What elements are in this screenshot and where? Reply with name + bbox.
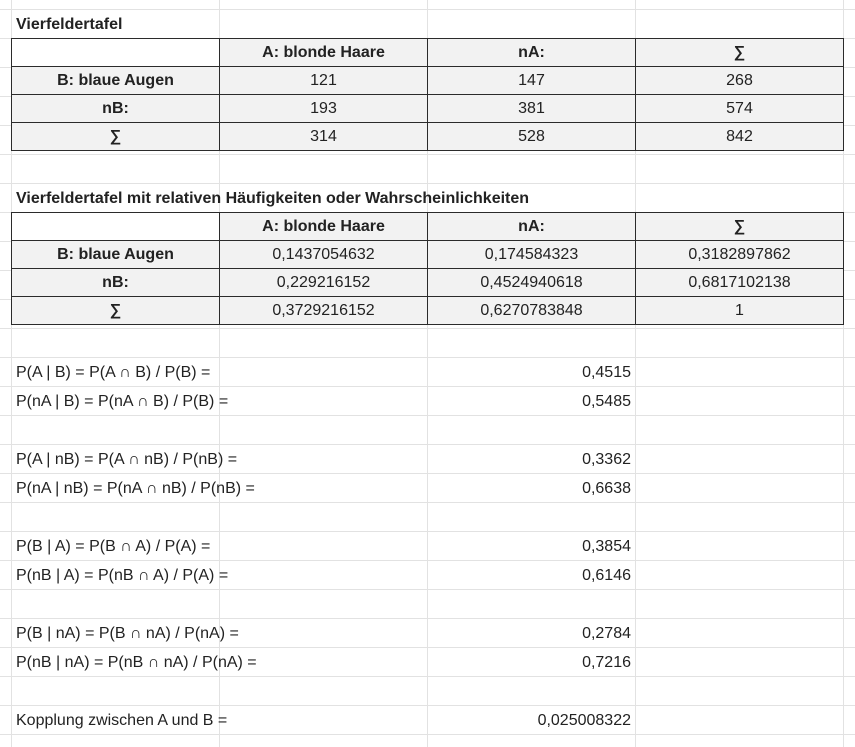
table-cell[interactable]: 0,4524940618 — [428, 269, 636, 297]
table-row — [12, 39, 844, 67]
formula-label[interactable]: P(nB | A) = P(nB ∩ A) / P(A) = — [16, 567, 229, 584]
table-cell[interactable] — [12, 39, 220, 67]
formula-label[interactable]: P(nA | nB) = P(nA ∩ nB) / P(nB) = — [16, 480, 255, 497]
table-cell[interactable]: 0,6817102138 — [636, 269, 844, 297]
table-cell[interactable]: 381 — [428, 95, 636, 123]
table-cell[interactable]: 268 — [636, 67, 844, 95]
table-cell[interactable]: 528 — [428, 123, 636, 151]
table1-title: Vierfeldertafel — [16, 16, 123, 33]
row-header-cell[interactable]: B: blaue Augen — [12, 67, 220, 95]
table-cell[interactable]: 0,3182897862 — [636, 241, 844, 269]
kopplung-label[interactable]: Kopplung zwischen A und B = — [16, 712, 228, 729]
table-row — [12, 95, 844, 123]
table-cell[interactable]: 147 — [428, 67, 636, 95]
table-cell[interactable]: 0,6270783848 — [428, 297, 636, 325]
formula-label[interactable]: P(B | nA) = P(B ∩ nA) / P(nA) = — [16, 625, 239, 642]
table-cell[interactable]: 0,1437054632 — [220, 241, 428, 269]
table-row — [12, 269, 844, 297]
formula-value[interactable]: 0,2784 — [582, 625, 631, 642]
table-cell[interactable]: 121 — [220, 67, 428, 95]
formula-label[interactable]: P(A | B) = P(A ∩ B) / P(B) = — [16, 364, 211, 381]
table-row — [12, 297, 844, 325]
table-header-cell[interactable]: A: blonde Haare — [220, 39, 428, 67]
row-header-cell[interactable]: ∑ — [12, 297, 220, 325]
row-header-cell[interactable]: nB: — [12, 269, 220, 297]
table-row — [12, 213, 844, 241]
formula-value[interactable]: 0,6146 — [582, 567, 631, 584]
table-header-cell[interactable]: ∑ — [636, 213, 844, 241]
table-header-cell[interactable]: ∑ — [636, 39, 844, 67]
table-cell[interactable]: 0,229216152 — [220, 269, 428, 297]
table-row — [12, 123, 844, 151]
table2-title: Vierfeldertafel mit relativen Häufigkeiten oder Wahrscheinlichkeiten — [16, 190, 530, 207]
table-header-cell[interactable]: A: blonde Haare — [220, 213, 428, 241]
table-cell[interactable]: 193 — [220, 95, 428, 123]
table-header-cell[interactable]: nA: — [428, 39, 636, 67]
table-cell[interactable]: 314 — [220, 123, 428, 151]
formula-value[interactable]: 0,3362 — [582, 451, 631, 468]
formula-value[interactable]: 0,3854 — [582, 538, 631, 555]
row-header-cell[interactable]: nB: — [12, 95, 220, 123]
table-cell[interactable] — [12, 213, 220, 241]
formula-value[interactable]: 0,5485 — [582, 393, 631, 410]
table-cell[interactable]: 0,3729216152 — [220, 297, 428, 325]
row-header-cell[interactable]: B: blaue Augen — [12, 241, 220, 269]
table-cell[interactable]: 842 — [636, 123, 844, 151]
formula-value[interactable]: 0,6638 — [582, 480, 631, 497]
kopplung-value[interactable]: 0,025008322 — [537, 712, 631, 729]
table-header-cell[interactable]: nA: — [428, 213, 636, 241]
formula-label[interactable]: P(nB | nA) = P(nB ∩ nA) / P(nA) = — [16, 654, 257, 671]
table-row — [12, 67, 844, 95]
row-header-cell[interactable]: ∑ — [12, 123, 220, 151]
table-cell[interactable]: 574 — [636, 95, 844, 123]
formula-value[interactable]: 0,7216 — [582, 654, 631, 671]
formula-value[interactable]: 0,4515 — [582, 364, 631, 381]
table2 — [11, 212, 844, 325]
formula-label[interactable]: P(A | nB) = P(A ∩ nB) / P(nB) = — [16, 451, 238, 468]
table-cell[interactable]: 1 — [636, 297, 844, 325]
formula-label[interactable]: P(nA | B) = P(nA ∩ B) / P(B) = — [16, 393, 229, 410]
formula-label[interactable]: P(B | A) = P(B ∩ A) / P(A) = — [16, 538, 211, 555]
table1 — [11, 38, 844, 151]
table-cell[interactable]: 0,174584323 — [428, 241, 636, 269]
table-row — [12, 241, 844, 269]
